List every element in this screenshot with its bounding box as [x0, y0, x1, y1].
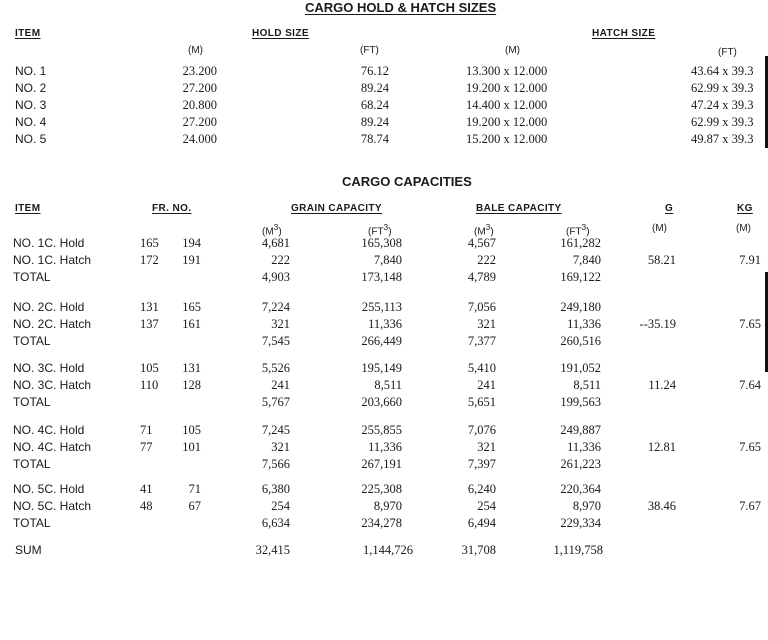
g-value: 58.21	[647, 253, 676, 267]
fr-from: 41	[140, 482, 153, 496]
hatch-m-unit: (M)	[505, 45, 520, 56]
bale-m3: 321	[477, 440, 496, 454]
hold-item-label: NO. 1	[15, 64, 47, 78]
kg-value: 7.65	[739, 440, 761, 454]
fr-to: 128	[182, 378, 201, 392]
grain-ft3-unit: $(FT^3)$	[368, 222, 392, 238]
bale-capacity-header: BALE CAPACITY	[476, 203, 562, 214]
hold-item-label: NO. 5	[15, 132, 47, 146]
fr-from: 77	[140, 440, 153, 454]
bale-ft3: 8,970	[572, 499, 601, 513]
bale-m3: 254	[477, 499, 496, 513]
grain-m3: 7,224	[261, 300, 290, 314]
hatch-size-ft: 49.87 x 39.3	[691, 132, 754, 146]
bale-ft3: 8,511	[573, 378, 601, 392]
grain-m3: 5,767	[261, 395, 290, 409]
fr-to: 131	[182, 361, 201, 375]
item-header: ITEM	[15, 28, 41, 39]
bale-ft3-unit: $(FT^3)$	[566, 222, 590, 238]
capacities-title: CARGO CAPACITIES	[342, 174, 472, 189]
grain-ft3: 11,336	[368, 440, 402, 454]
g-value: 11.24	[648, 378, 676, 392]
cap-item-label: NO. 5C. Hatch	[13, 499, 92, 513]
bale-m3: 7,377	[467, 334, 496, 348]
hold-size-ft: 68.24	[360, 98, 389, 112]
grain-m3: 7,245	[261, 423, 290, 437]
kg-value: 7.91	[739, 253, 761, 267]
cap-item-label: NO. 3C. Hold	[13, 361, 85, 375]
cap-item-label: NO. 1C. Hold	[13, 236, 85, 250]
bale-m3: 4,789	[467, 270, 496, 284]
bale-ft3: 11,336	[567, 317, 601, 331]
grain-m3: 321	[271, 317, 290, 331]
bale-ft3: 191,052	[560, 361, 601, 375]
hatch-size-ft: 62.99 x 39.3	[691, 115, 754, 129]
fr-from: 105	[140, 361, 159, 375]
hatch-size-m: 19.200 x 12.000	[466, 81, 548, 95]
kg-m-unit: (M)	[736, 223, 751, 234]
kg-header: KG	[737, 203, 753, 214]
fr-from: 48	[140, 499, 153, 513]
fr-from: 110	[140, 378, 159, 392]
hold-m-unit: (M)	[188, 45, 203, 56]
grain-ft3: 255,855	[361, 423, 402, 437]
fr-from: 165	[140, 236, 159, 250]
bale-m3: 5,410	[467, 361, 496, 375]
fr-to: 101	[182, 440, 201, 454]
grain-ft3: 255,113	[361, 300, 402, 314]
kg-value: 7.65	[739, 317, 761, 331]
bale-ft3: 261,223	[560, 457, 601, 471]
grain-capacity-header: GRAIN CAPACITY	[291, 203, 382, 214]
hold-size-ft: 89.24	[360, 115, 389, 129]
grain-m3-unit: $(M^3)$	[262, 222, 282, 238]
grain-ft3: 195,149	[361, 361, 402, 375]
hold-size-m: 27.200	[182, 115, 217, 129]
hold-size-m: 20.800	[182, 98, 217, 112]
bale-m3: 7,076	[467, 423, 496, 437]
grain-ft3: 7,840	[373, 253, 402, 267]
sum-bale-ft3: 1,119,758	[553, 543, 603, 557]
hatch-ft-unit: (FT)	[718, 47, 737, 58]
cap-item-label: NO. 2C. Hatch	[13, 317, 92, 331]
bale-ft3: 249,887	[560, 423, 601, 437]
grain-ft3: 234,278	[361, 516, 402, 530]
grain-ft3: 11,336	[368, 317, 402, 331]
total-label: TOTAL	[13, 516, 51, 530]
grain-m3: 7,566	[261, 457, 290, 471]
fr-no-header: FR. NO.	[152, 203, 192, 214]
fr-to: 194	[182, 236, 201, 250]
hold-size-ft: 89.24	[360, 81, 389, 95]
bale-ft3: 229,334	[560, 516, 601, 530]
hold-size-header: HOLD SIZE	[252, 28, 309, 39]
sum-bale-m3: 31,708	[461, 543, 496, 557]
fr-from: 71	[140, 423, 153, 437]
hold-size-m: 23.200	[182, 64, 217, 78]
fr-to: 191	[182, 253, 201, 267]
bale-m3: 321	[477, 317, 496, 331]
fr-to: 67	[188, 499, 201, 513]
sum-grain-m3: 32,415	[255, 543, 290, 557]
g-value: --35.19	[639, 317, 676, 331]
grain-ft3: 8,970	[373, 499, 402, 513]
grain-m3: 254	[271, 499, 290, 513]
cap-item-label: NO. 2C. Hold	[13, 300, 85, 314]
bale-m3: 6,494	[467, 516, 496, 530]
g-value: 38.46	[647, 499, 676, 513]
grain-ft3: 173,148	[361, 270, 402, 284]
g-value: 12.81	[647, 440, 676, 454]
grain-m3: 222	[271, 253, 290, 267]
g-m-unit: (M)	[652, 223, 667, 234]
bale-m3: 6,240	[467, 482, 496, 496]
grain-ft3: 266,449	[361, 334, 402, 348]
bale-ft3: 260,516	[560, 334, 601, 348]
grain-ft3: 8,511	[374, 378, 402, 392]
fr-from: 131	[140, 300, 159, 314]
hold-size-ft: 76.12	[360, 64, 389, 78]
hatch-size-ft: 43.64 x 39.3	[691, 64, 754, 78]
total-label: TOTAL	[13, 395, 51, 409]
hold-ft-unit: (FT)	[360, 45, 379, 56]
grain-m3: 7,545	[261, 334, 290, 348]
grain-m3: 321	[271, 440, 290, 454]
grain-m3: 4,903	[261, 270, 290, 284]
bale-m3-unit: $(M^3)$	[474, 222, 494, 238]
bale-m3: 7,056	[467, 300, 496, 314]
cap-item-label: NO. 4C. Hatch	[13, 440, 92, 454]
cap-item-label: NO. 4C. Hold	[13, 423, 85, 437]
grain-ft3: 165,308	[361, 236, 402, 250]
sum-grain-ft3: 1,144,726	[363, 543, 413, 557]
bale-m3: 5,651	[467, 395, 496, 409]
hatch-size-header: HATCH SIZE	[592, 28, 656, 39]
grain-m3: 6,634	[261, 516, 290, 530]
hold-item-label: NO. 3	[15, 98, 47, 112]
hold-hatch-title: CARGO HOLD & HATCH SIZES	[305, 0, 497, 15]
bale-ft3: 199,563	[560, 395, 601, 409]
hold-size-ft: 78.74	[360, 132, 389, 146]
fr-to: 161	[182, 317, 201, 331]
cap-item-header: ITEM	[15, 203, 41, 214]
bale-ft3: 11,336	[567, 440, 601, 454]
grain-ft3: 225,308	[361, 482, 402, 496]
fr-to: 165	[182, 300, 201, 314]
hatch-size-m: 15.200 x 12.000	[466, 132, 548, 146]
bale-m3: 7,397	[467, 457, 496, 471]
sum-label: SUM	[15, 543, 42, 557]
bale-m3: 241	[477, 378, 496, 392]
kg-value: 7.64	[739, 378, 761, 392]
total-label: TOTAL	[13, 334, 51, 348]
grain-m3: 241	[271, 378, 290, 392]
hatch-size-ft: 47.24 x 39.3	[691, 98, 754, 112]
fr-to: 105	[182, 423, 201, 437]
hold-item-label: NO. 4	[15, 115, 47, 129]
total-label: TOTAL	[13, 457, 51, 471]
fr-from: 172	[140, 253, 159, 267]
cap-item-label: NO. 1C. Hatch	[13, 253, 92, 267]
hatch-size-m: 19.200 x 12.000	[466, 115, 548, 129]
grain-ft3: 203,660	[361, 395, 402, 409]
grain-m3: 5,526	[261, 361, 290, 375]
bale-m3: 4,567	[467, 236, 496, 250]
bale-ft3: 220,364	[560, 482, 601, 496]
hatch-size-m: 13.300 x 12.000	[466, 64, 548, 78]
cap-item-label: NO. 5C. Hold	[13, 482, 85, 496]
fr-from: 137	[140, 317, 159, 331]
bale-ft3: 7,840	[572, 253, 601, 267]
bale-ft3: 161,282	[560, 236, 601, 250]
hatch-size-ft: 62.99 x 39.3	[691, 81, 754, 95]
bale-ft3: 169,122	[560, 270, 601, 284]
hold-size-m: 24.000	[182, 132, 217, 146]
total-label: TOTAL	[13, 270, 51, 284]
grain-m3: 4,681	[261, 236, 290, 250]
hold-item-label: NO. 2	[15, 81, 47, 95]
bale-ft3: 249,180	[560, 300, 601, 314]
hold-size-m: 27.200	[182, 81, 217, 95]
kg-value: 7.67	[739, 499, 761, 513]
hatch-size-m: 14.400 x 12.000	[466, 98, 548, 112]
grain-m3: 6,380	[261, 482, 290, 496]
g-header: G	[665, 203, 674, 214]
grain-ft3: 267,191	[361, 457, 402, 471]
bale-m3: 222	[477, 253, 496, 267]
fr-to: 71	[188, 482, 201, 496]
cap-item-label: NO. 3C. Hatch	[13, 378, 92, 392]
